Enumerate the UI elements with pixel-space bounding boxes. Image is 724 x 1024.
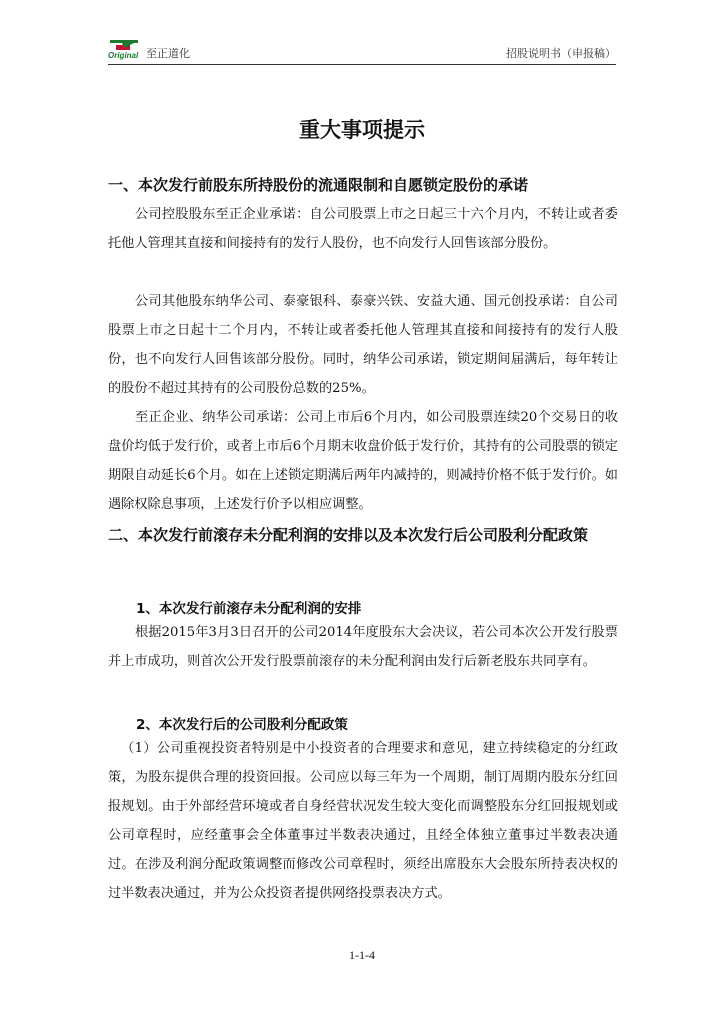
section-2-heading: 二、本次发行前滚存未分配利润的安排以及本次发行后公司股利分配政策 [108,526,589,544]
section-2-subheading-1: 1、本次发行前滚存未分配利润的安排 [136,601,362,617]
page-header [108,36,616,65]
section-1-heading: 一、本次发行前股东所持股份的流通限制和自愿锁定股份的承诺 [108,176,529,194]
section-1-paragraph-2: 公司其他股东纳华公司、泰豪银科、泰豪兴铁、安益大通、国元创投承诺：自公司股票上市之日起十二个月内，不转让或者委托他人管理其直接和间接持有的发行人股份，也不向发行人回售该部分股份。同时，纳华公司承诺，锁定期间届满后，每年转让的股份不超过其持有的公司股份总数的25%。 [108,294,618,396]
page-title: 重大事项提示 [299,118,425,142]
company-name: 至正道化 [146,47,190,60]
document-type: 招股说明书（申报稿） [506,47,616,60]
section-2-subheading-2: 2、本次发行后的公司股利分配政策 [136,717,348,733]
logo-text: Original [108,51,139,60]
section-1-paragraph-1: 公司控股股东至正企业承诺：自公司股票上市之日起三十六个月内，不转让或者委托他人管理其直接和间接持有的发行人股份，也不向发行人回售该部分股份。 [108,207,618,251]
section-2-paragraph-1: 根据2015年3月3日召开的公司2014年度股东大会决议，若公司本次公开发行股票并上市成功，则首次公开发行股票前滚存的未分配利润由发行后新老股东共同享有。 [108,625,618,669]
section-2-paragraph-2: （1）公司重视投资者特别是中小投资者的合理要求和意见，建立持续稳定的分红政策，为股东提供合理的投资回报。公司应以每三年为一个周期，制订周期内股东分红回报规划。由于外部经营环境或者自身经营状况发生较大变化而调整股东分红回报规划或公司章程时，应经董事会全体董事过半数表决通过，且经全体独立董事过半数表决通过。在涉及利润分配政策调整而修改公司章程时，须经出席股东大会股东所持表决权的过半数表决通过，并为公众投资者提供网络投票表决方式。 [108,741,618,901]
section-1-paragraph-3: 至正企业、纳华公司承诺：公司上市后6个月内，如公司股票连续20个交易日的收盘价均低于发行价，或者上市后6个月期末收盘价低于发行价，其持有的公司股票的锁定期限自动延长6个月。如在上述锁定期满后两年内减持的，则减持价格不低于发行价。如遇除权除息事项，上述发行价予以相应调整。 [108,410,618,512]
page-number: 1-1-4 [349,948,375,962]
